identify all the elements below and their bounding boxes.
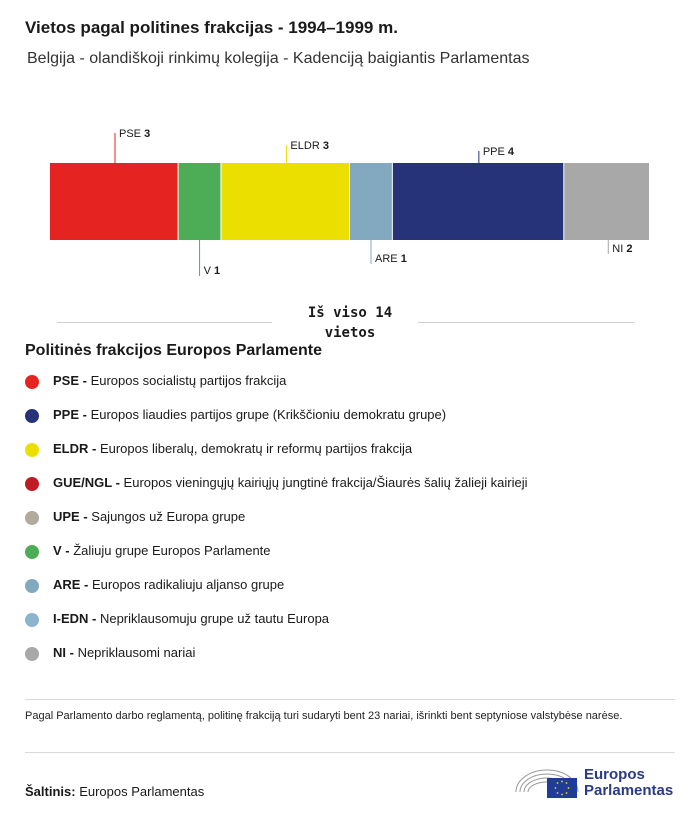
legend-item xyxy=(25,370,685,404)
source-value: Europos Parlamentas xyxy=(79,784,205,799)
legend-description: Nepriklausomuju grupe už tautu Europa xyxy=(96,611,330,626)
note-divider-top xyxy=(25,699,675,700)
seat-bar-chart xyxy=(0,0,700,300)
legend-description: Europos socialistų partijos frakcija xyxy=(86,373,287,388)
legend-dot-icon xyxy=(25,409,39,423)
legend-dot-icon xyxy=(25,647,39,661)
legend-dot-icon xyxy=(25,613,39,627)
legend-item xyxy=(25,404,685,438)
legend-item xyxy=(25,506,685,540)
legend-description: Europos radikaliuju aljanso grupe xyxy=(88,577,285,592)
legend xyxy=(25,370,685,676)
bar-label-v: V 1 xyxy=(203,265,221,277)
source-line xyxy=(25,784,204,799)
total-seats-label: Iš viso 14 vietos xyxy=(307,305,393,341)
bar-label-ni: NI 2 xyxy=(612,243,633,255)
legend-code: I-EDN - xyxy=(53,611,97,626)
legend-title: Politinės frakcijos Europos Parlamente xyxy=(25,342,322,359)
legend-code: PSE - xyxy=(53,373,87,388)
source-label: Šaltinis: xyxy=(25,784,76,799)
divider-line-right xyxy=(418,322,634,323)
legend-item xyxy=(25,574,685,608)
note-divider-bottom xyxy=(25,752,675,753)
legend-description: Nepriklausomi nariai xyxy=(73,645,196,660)
legend-code: V - xyxy=(53,543,70,558)
legend-item xyxy=(25,642,685,676)
footnote: Pagal Parlamento darbo reglamentą, politinę frakciją turi sudaryti bent 23 nariai, išrinkti bent septyniose valstybėse narėse. xyxy=(25,710,623,722)
bar-label-ppe: PPE 4 xyxy=(482,146,515,158)
chart-title: Vietos pagal politines frakcijas - 1994–1999 m. xyxy=(25,18,398,37)
bar-segment-ppe xyxy=(393,163,563,240)
bar-segment-ni xyxy=(564,163,649,240)
legend-description: Europos liaudies partijos grupe (Krikščioniu demokratu grupe) xyxy=(86,407,447,422)
legend-dot-icon xyxy=(25,545,39,559)
legend-code: UPE - xyxy=(53,509,88,524)
legend-code: NI - xyxy=(53,645,74,660)
hemicycle-icon xyxy=(514,762,580,802)
logo-wordmark: Europos Parlamentas xyxy=(584,766,674,799)
legend-description: Europos vieningųjų kairiųjų jungtinė frakcija/Šiaurės šalių žalieji kairieji xyxy=(119,475,528,490)
legend-dot-icon xyxy=(25,375,39,389)
legend-code: GUE/NGL - xyxy=(53,475,120,490)
bar-segment-eldr xyxy=(221,163,349,240)
legend-description: Žaliuju grupe Europos Parlamente xyxy=(69,543,271,558)
legend-item xyxy=(25,438,685,472)
bar-label-are: ARE 1 xyxy=(375,253,407,265)
european-parliament-logo xyxy=(514,762,684,802)
bar-segment-pse xyxy=(50,163,178,240)
legend-dot-icon xyxy=(25,511,39,525)
chart-subtitle: Belgija - olandiškoji rinkimų kolegija - Kadenciją baigiantis Parlamentas xyxy=(27,50,530,67)
legend-dot-icon xyxy=(25,477,39,491)
bar-segment-v xyxy=(179,163,221,240)
bar-label-pse: PSE 3 xyxy=(119,128,151,140)
legend-dot-icon xyxy=(25,579,39,593)
divider-line-left xyxy=(57,322,272,323)
legend-description: Europos liberalų, demokratų ir reformų partijos frakcija xyxy=(96,441,413,456)
bar-segment-are xyxy=(350,163,392,240)
legend-code: ELDR - xyxy=(53,441,97,456)
legend-code: PPE - xyxy=(53,407,87,422)
legend-description: Sajungos už Europa grupe xyxy=(87,509,246,524)
legend-item xyxy=(25,472,685,506)
bar-label-eldr: ELDR 3 xyxy=(290,140,329,152)
legend-item xyxy=(25,540,685,574)
legend-code: ARE - xyxy=(53,577,89,592)
legend-dot-icon xyxy=(25,443,39,457)
legend-item xyxy=(25,608,685,642)
